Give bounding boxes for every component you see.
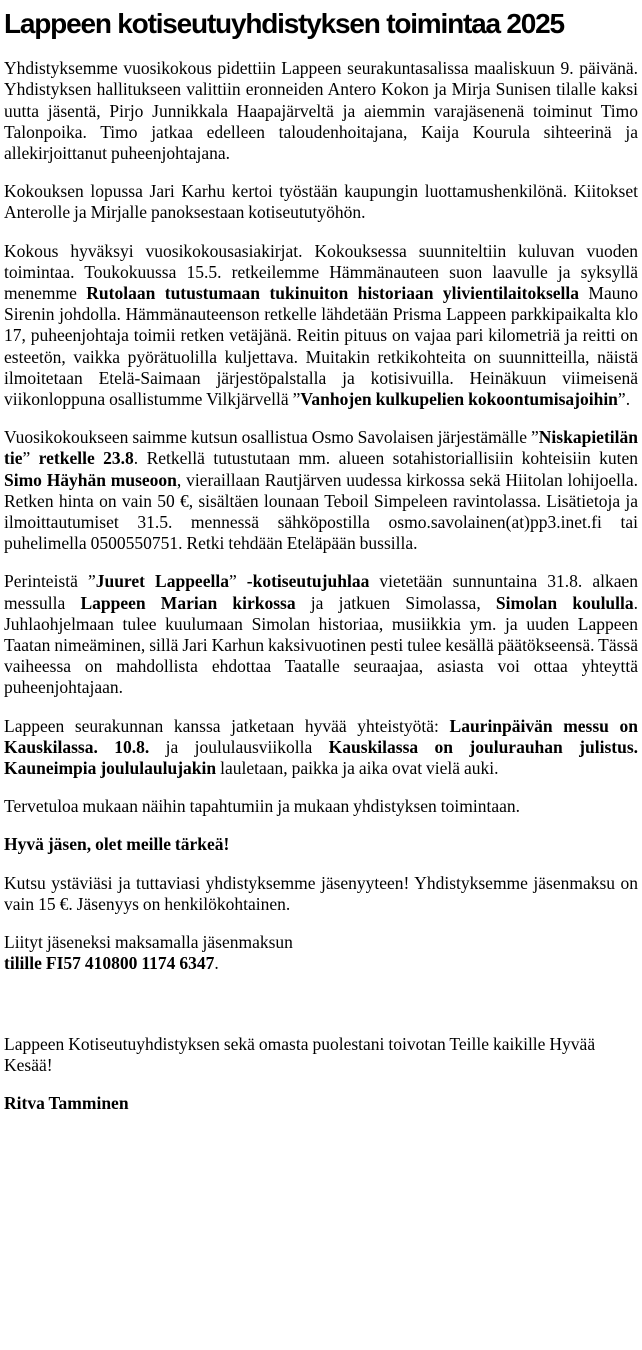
highlight-trip-date: retkelle 23.8 xyxy=(38,448,134,469)
text-segment: , vieraillaan Rautjärven uudessa kirkossa sekä Hiitolan lohijoella. Retken hinta on vain 50 €, sisältäen lounaan Teboil Simpeleen ravintolassa. Lisätietoja ja ilmoittautumiset 31.5. mennessä sähköpostilla osmo.savolainen(at)pp3.inet.fi tai puhelimella 0500550751. Retki tehdään Eteläpään bussilla. xyxy=(4,469,638,554)
paragraph-welcome: Tervetuloa mukaan näihin tapahtumiin ja mukaan yhdistyksen toimintaan. xyxy=(4,796,520,817)
paragraph-jari-karhu: Kokouksen lopussa Jari Karhu kertoi työstään kaupungin luottamushenkilönä. Kiitokset Anterolle ja Mirjalle panoksestaan kotiseututyöhön. xyxy=(4,181,638,223)
text-segment: . Retkellä tutustutaan mm. alueen sotahistoriallisiin kohteisiin kuten xyxy=(133,448,639,469)
signature xyxy=(4,1093,638,1114)
text-segment: Kokous hyväksyi vuosikokousasiakirjat. Kokouksessa suunniteltiin kuluvan vuoden toimintaa. Toukokuussa 15.5. retkeilemme Hämmänauteen suon laavulle ja syksyllä menemme xyxy=(4,240,638,304)
text-segment: Vuosikokoukseen saimme kutsun osallistua Osmo Savolaisen järjestämälle ” xyxy=(4,427,539,448)
bank-account: tilille FI57 410800 1174 6347 xyxy=(4,953,215,974)
paragraph-home-festival xyxy=(4,571,638,698)
text-segment: Perinteistä ” xyxy=(4,571,96,592)
paragraph-summer-wishes: Lappeen Kotiseutuyhdistyksen sekä omasta puolestani toivotan Teille kaikille Hyvää Kesää! xyxy=(4,1033,596,1075)
paragraph-niskapietila-trip xyxy=(4,427,638,554)
text-segment: lauletaan, paikka ja aika ovat vielä auki. xyxy=(216,758,499,779)
text-segment: ” xyxy=(22,448,39,469)
signature-name: Ritva Tamminen xyxy=(4,1092,129,1113)
text-segment: ja joululausviikolla xyxy=(149,736,329,757)
highlight-museum: Simo Häyhän museoon xyxy=(4,469,177,490)
text-segment: Mauno Sirenin johdolla. Hämmänauteenson retkelle lähdetään Prisma Lappeen parkkipaikalta klo 17, puheenjohtaja toimii retken vetäjänä. Reitin pituus on vajaa pari kilometriä ja reitti on esteetön, vaikka pyörätuolilla kuljettava. Muitakin retkikohteita on suunnitteilla, näistä ilmoitetaan Etelä-Saimaan järjestöpalstalla ja kotisivuilla. Heinäkuun viimeisenä viikonloppuna osallistumme Vilkjärvellä ” xyxy=(4,283,638,410)
highlight-rutola-trip: Rutolaan tutustumaan tukinuiton historiaan ylivientilaitoksella xyxy=(86,283,579,304)
highlight-church: Lappeen Marian kirkossa xyxy=(80,592,296,613)
spacer xyxy=(4,992,638,1034)
paragraph-annual-meeting: Yhdistyksemme vuosikokous pidettiin Lappeen seurakuntasalissa maaliskuun 9. päivänä. Yhdistyksen hallitukseen valittiin eronneiden Antero Kokon ja Mirja Sunisen tilalle kaksi uutta jäsentä, Pirjo Junnikkala Haapajärveltä ja aiemmin varajäsenenä toiminut Timo Talonpoika. Timo jatkaa edelleen taloudenhoitajana, Kaija Kourula sihteerinä ja allekirjoittanut puheenjohtajana. xyxy=(4,58,638,163)
paragraph-membership-payment xyxy=(4,932,638,974)
highlight-niskapietila-road: Niskapietilän tie xyxy=(4,427,638,469)
text-segment: ” xyxy=(228,571,247,592)
text-segment: . Juhlaohjelmaan tulee kuulumaan Simolan historiaa, musiikkia ym. ja uuden Lappeen Taatan nimeäminen, sillä Jari Karhun kaksivuotinen pesti tulee kesällä päätökseensä. Tässä vaiheessa on mahdollista ehdottaa Taatalle seuraajaa, asiasta voi ottaa yhteyttä puheenjohtajaan. xyxy=(4,592,639,698)
text-segment: vietetään sunnuntaina 31.8. alkaen messulla xyxy=(4,571,638,613)
highlight-festival-name: Juuret Lappeella xyxy=(95,571,229,592)
paragraph-parish-cooperation xyxy=(4,716,638,780)
text-segment: Lappeen seurakunnan kanssa jatketaan hyvää yhteistyötä: xyxy=(4,715,450,736)
highlight-laurin-mass: Laurinpäivän messu on Kauskilassa. 10.8. xyxy=(4,715,638,757)
highlight-school: Simolan koululla xyxy=(495,592,634,613)
text-segment: ja jatkuen Simolassa, xyxy=(295,592,496,613)
highlight-christmas-events: Kauskilassa on joulurauhan julistus. Kauneimpia joululaulujakin xyxy=(4,736,638,779)
text-segment: Liityt jäseneksi maksamalla jäsenmaksun xyxy=(4,932,293,953)
paragraph-year-plans xyxy=(4,241,638,411)
paragraph-invite-friends: Kutsu ystäviäsi ja tuttaviasi yhdistyksemme jäsenyyteen! Yhdistyksemme jäsenmaksu on vain 15 €. Jäsenyys on henkilökohtainen. xyxy=(4,872,638,914)
highlight-vehicle-meet: Vanhojen kulkupelien kokoontumisajoihin xyxy=(300,389,618,410)
highlight-festival-type: -kotiseutujuhlaa xyxy=(246,571,370,592)
member-heading-text: Hyvä jäsen, olet meille tärkeä! xyxy=(4,834,230,855)
text-segment: . xyxy=(214,953,219,974)
member-heading xyxy=(4,834,638,855)
article-title: Lappeen kotiseutuyhdistyksen toimintaa 2025 xyxy=(4,8,564,39)
text-segment: ”. xyxy=(617,389,631,410)
